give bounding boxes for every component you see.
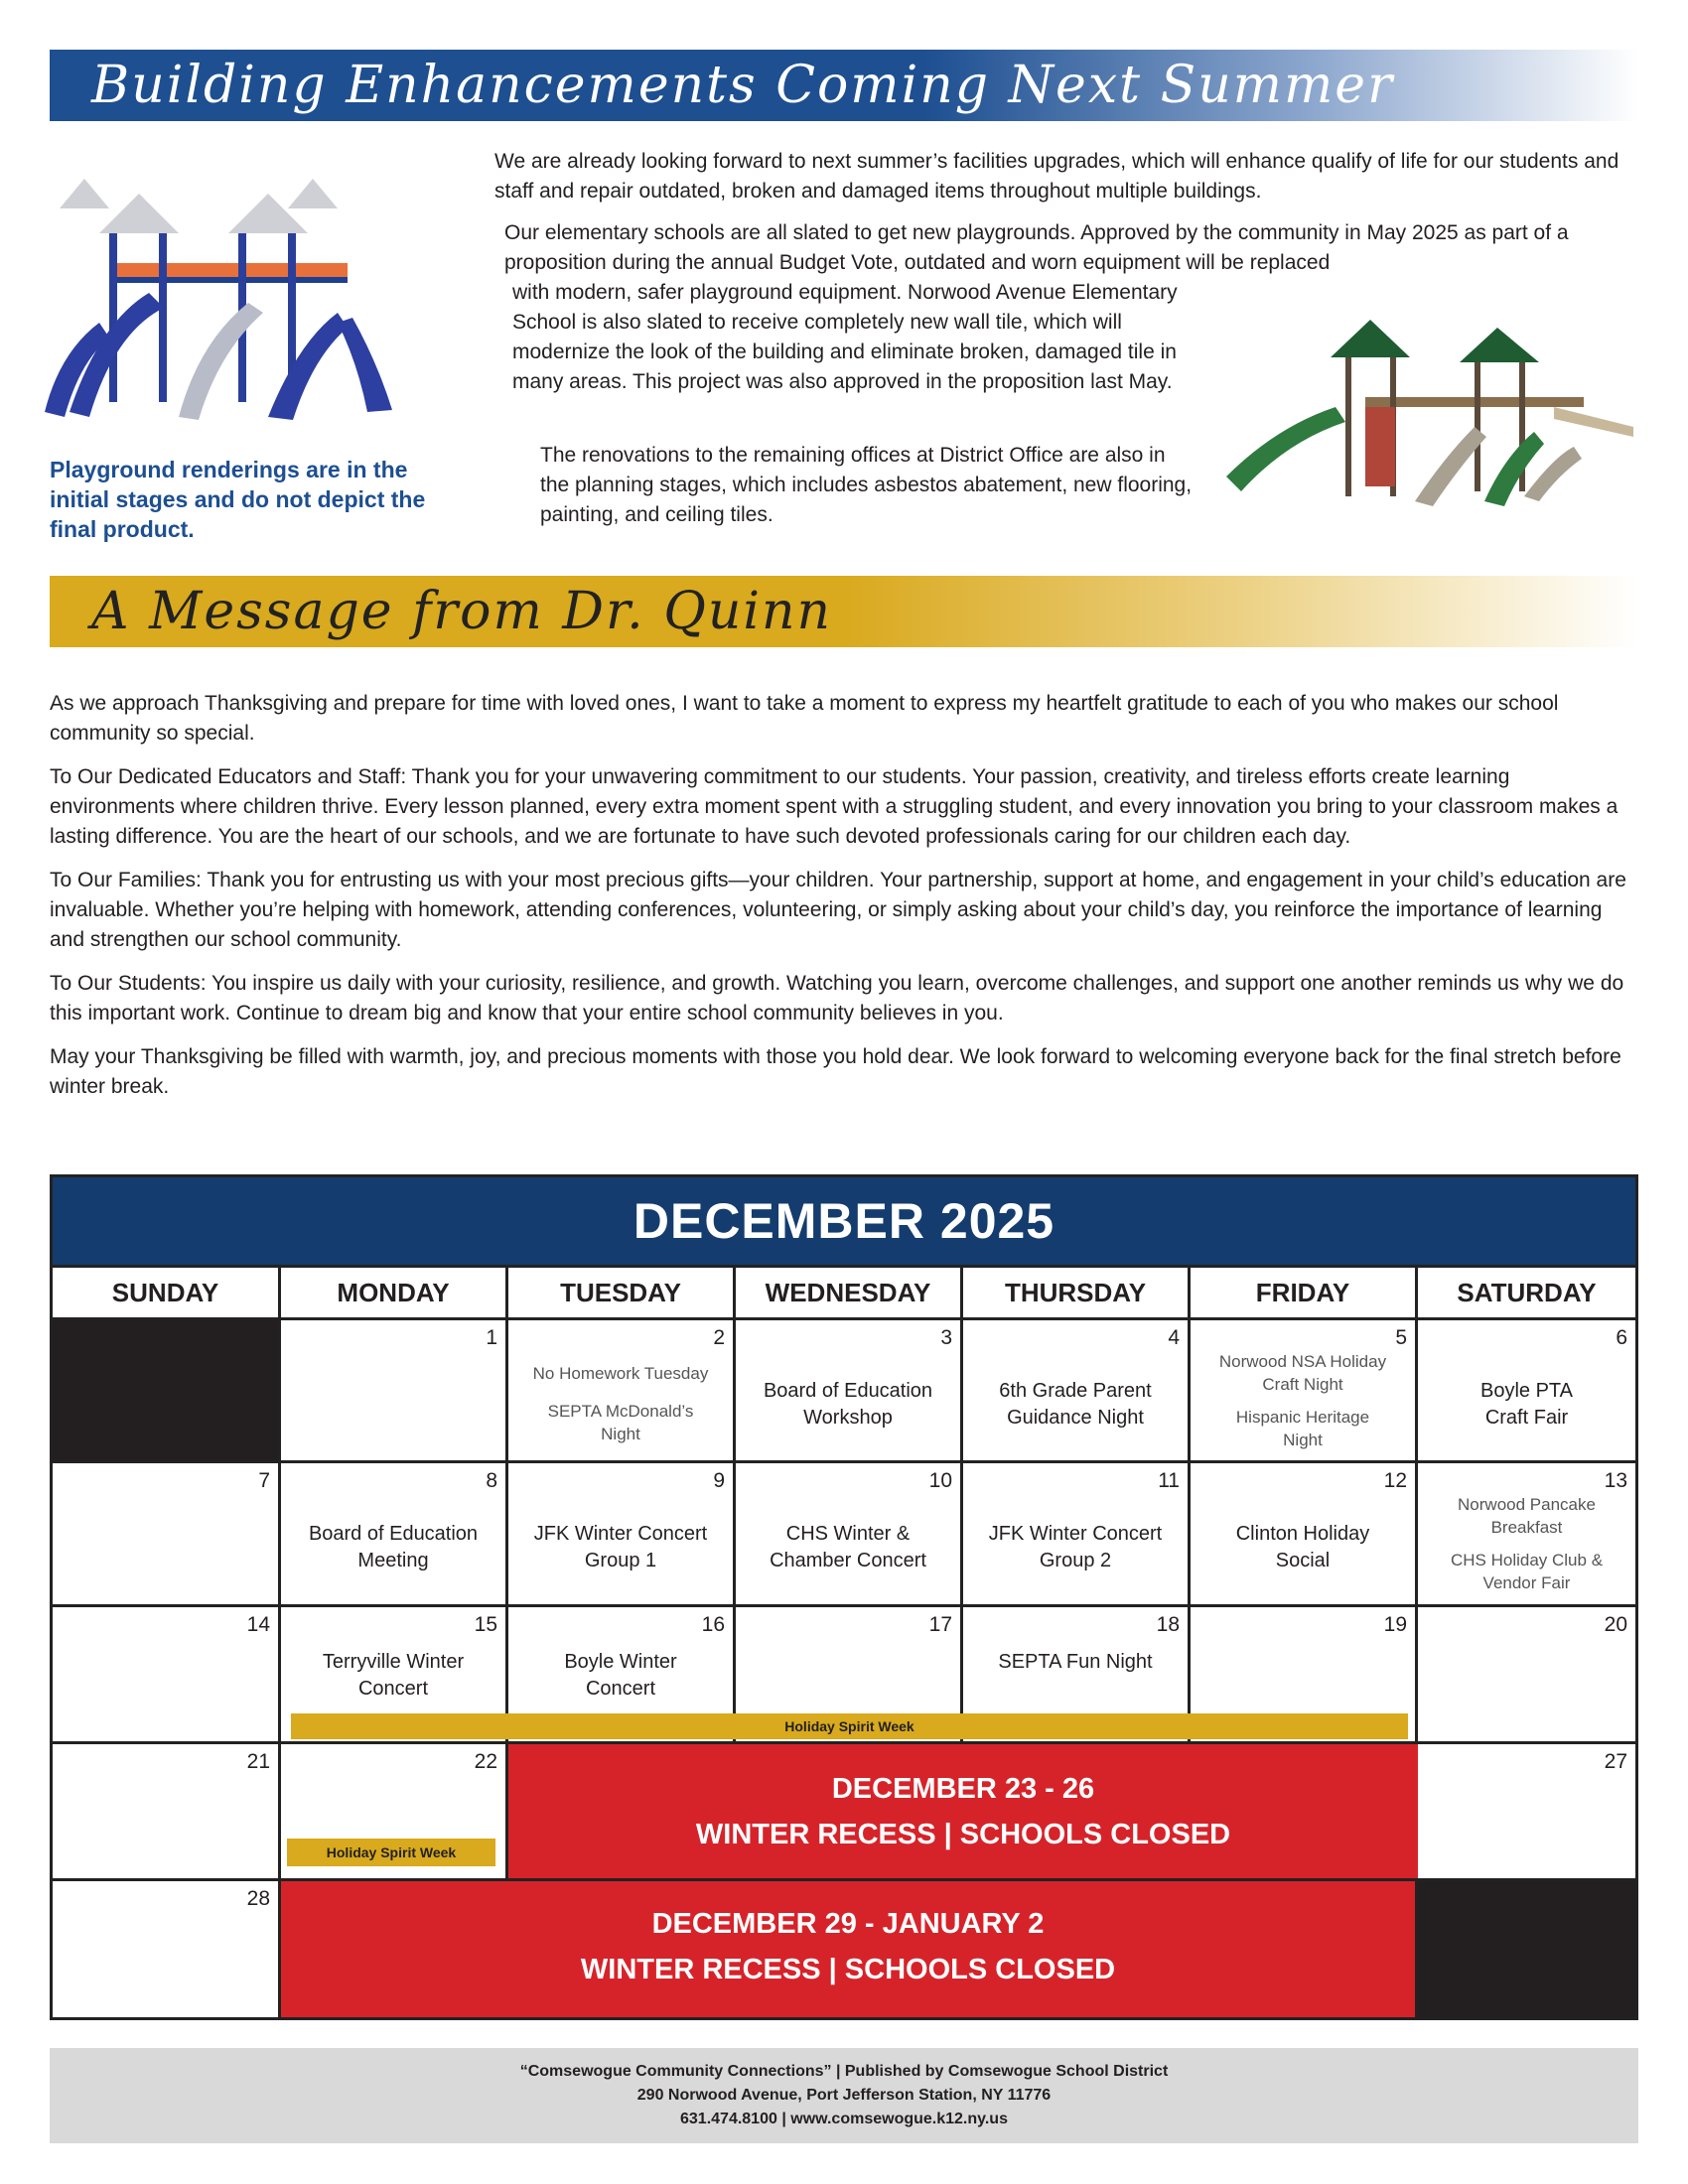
day-number: 4	[1168, 1326, 1180, 1349]
calendar-cell-14	[53, 1607, 281, 1744]
calendar-cell-empty	[1418, 1881, 1635, 2017]
calendar-cell-22	[281, 1744, 508, 1881]
day-number: 13	[1604, 1469, 1627, 1492]
event-boyle-pta-craft-fair: Boyle PTA Craft Fair	[1480, 1380, 1573, 1429]
december-calendar	[50, 1174, 1638, 2020]
message-banner	[50, 576, 1638, 647]
calendar-cell-1	[281, 1320, 508, 1463]
day-number: 11	[1158, 1469, 1180, 1492]
day-number: 16	[701, 1613, 725, 1636]
day-number: 1	[486, 1326, 497, 1349]
calendar-cell-20	[1418, 1607, 1635, 1744]
calendar-cell-2	[508, 1320, 736, 1463]
event-norwood-pancake-breakfast: Norwood Pancake Breakfast	[1458, 1495, 1596, 1537]
event-no-homework-tuesday: No Homework Tuesday	[532, 1364, 709, 1383]
holiday-spirit-week-bar: Holiday Spirit Week	[287, 1839, 495, 1866]
letter-paragraph: To Our Students: You inspire us daily with your curiosity, resilience, and growth. Watching you learn, overcome challenges, and support one another reminds us why we do this important work. Continue to dream big and know that your entire school community believes in you.	[50, 972, 1624, 1024]
calendar-cell-13	[1418, 1463, 1635, 1607]
day-number: 27	[1604, 1750, 1627, 1773]
event-chs-vendor-fair: CHS Holiday Club & Vendor Fair	[1450, 1551, 1604, 1592]
day-number: 12	[1383, 1469, 1407, 1492]
calendar-cell-10	[736, 1463, 963, 1607]
footer-contact: 631.474.8100 | www.comsewogue.k12.ny.us	[680, 2111, 1008, 2127]
day-number: 18	[1156, 1613, 1180, 1636]
event-boyle-concert: Boyle Winter Concert	[564, 1651, 677, 1700]
footer-address: 290 Norwood Avenue, Port Jefferson Station, NY 11776	[636, 2087, 1052, 2104]
recess-dates: DECEMBER 29 - JANUARY 2	[651, 1908, 1045, 1940]
event-hispanic-heritage-night: Hispanic Heritage Night	[1235, 1408, 1370, 1449]
calendar-cell-21	[53, 1744, 281, 1881]
calendar-cell-4	[963, 1320, 1191, 1463]
holiday-spirit-week-bar: Holiday Spirit Week	[291, 1713, 1408, 1739]
event-chs-winter-concert: CHS Winter & Chamber Concert	[770, 1523, 926, 1571]
event-terryville-concert: Terryville Winter Concert	[322, 1651, 465, 1700]
enhancements-paragraph-1: We are already looking forward to next summer’s facilities upgrades, which will enhance qualify of life for our students and staff and repair outdated, broken and damaged items throughout multiple buildings.	[494, 150, 1619, 203]
calendar-cell-5	[1191, 1320, 1418, 1463]
day-number: 15	[474, 1613, 497, 1636]
event-septa-fun-night: SEPTA Fun Night	[998, 1651, 1153, 1673]
winter-recess-banner-2	[281, 1881, 1418, 2017]
day-number: 14	[246, 1613, 270, 1636]
calendar-cell-8	[281, 1463, 508, 1607]
day-number: 8	[486, 1469, 497, 1492]
recess-label: WINTER RECESS | SCHOOLS CLOSED	[695, 1819, 1231, 1850]
day-number: 20	[1604, 1613, 1627, 1636]
day-number: 9	[713, 1469, 725, 1492]
letter-paragraph: May your Thanksgiving be filled with warmth, joy, and precious moments with those you hold dear. We look forward to welcoming everyone back for the final stretch before winter break.	[50, 1045, 1621, 1098]
playground-caption: Playground renderings are in the initial stages and do not depict the final product.	[50, 457, 426, 542]
event-septa-mcdonalds-night: SEPTA McDonald’s Night	[547, 1402, 694, 1443]
calendar-cell-12	[1191, 1463, 1418, 1607]
day-number: 28	[246, 1887, 270, 1910]
event-clinton-holiday-social: Clinton Holiday Social	[1235, 1523, 1370, 1571]
day-number: 5	[1395, 1326, 1407, 1349]
event-boe-workshop: Board of Education Workshop	[763, 1380, 933, 1429]
day-number: 21	[246, 1750, 270, 1773]
event-norwood-craft-night: Norwood NSA Holiday Craft Night	[1218, 1352, 1387, 1394]
calendar-cell-11	[963, 1463, 1191, 1607]
footer	[50, 2048, 1638, 2143]
event-jfk-concert-2: JFK Winter Concert Group 2	[988, 1523, 1163, 1571]
day-number: 2	[713, 1326, 725, 1349]
dow-tuesday: TUESDAY	[508, 1265, 736, 1320]
dow-monday: MONDAY	[281, 1265, 508, 1320]
event-boe-meeting: Board of Education Meeting	[308, 1523, 479, 1571]
calendar-cell-3	[736, 1320, 963, 1463]
enhancements-paragraph-3: The renovations to the remaining offices at District Office are also in the planning stages, which includes asbestos abatement, new flooring, painting, and ceiling tiles.	[540, 444, 1193, 526]
enhancements-paragraph-2b: with modern, safer playground equipment. Norwood Avenue Elementary School is also slated to receive completely new wall tile, which will modernize the look of the building and eliminate broken, damaged tile in many areas. This project was also approved in the proposition last May.	[512, 281, 1178, 393]
day-number: 3	[940, 1326, 952, 1349]
dow-friday: FRIDAY	[1191, 1265, 1418, 1320]
calendar-cell-9	[508, 1463, 736, 1607]
day-number: 22	[474, 1750, 497, 1773]
day-number: 17	[928, 1613, 952, 1636]
enhancements-paragraph-2a: Our elementary schools are all slated to get new playgrounds. Approved by the community in May 2025 as part of a proposition during the annual Budget Vote, outdated and worn equipment will be replaced	[504, 221, 1569, 274]
recess-dates: DECEMBER 23 - 26	[831, 1773, 1095, 1805]
day-number: 6	[1616, 1326, 1627, 1349]
calendar-cell-6	[1418, 1320, 1635, 1463]
dow-wednesday: WEDNESDAY	[736, 1265, 963, 1320]
dow-sunday: SUNDAY	[53, 1265, 281, 1320]
letter-paragraph: As we approach Thanksgiving and prepare for time with loved ones, I want to take a moment to express my heartfelt gratitude to each of you who makes our school community so special.	[50, 692, 1559, 745]
day-number: 7	[258, 1469, 270, 1492]
dow-thursday: THURSDAY	[963, 1265, 1191, 1320]
recess-label: WINTER RECESS | SCHOOLS CLOSED	[580, 1954, 1116, 1985]
calendar-cell-7	[53, 1463, 281, 1607]
calendar-title: DECEMBER 2025	[53, 1177, 1635, 1265]
green-playground-image	[1216, 308, 1643, 516]
building-enhancements-title: Building Enhancements Coming Next Summer	[91, 56, 1394, 115]
calendar-cell-empty	[53, 1320, 281, 1463]
footer-publication: “Comsewogue Community Connections” | Published by Comsewogue School District	[519, 2063, 1169, 2080]
event-parent-guidance-night: 6th Grade Parent Guidance Night	[999, 1380, 1152, 1429]
message-letter	[50, 689, 1638, 1116]
calendar-cell-28	[53, 1881, 281, 2017]
calendar-cell-27	[1418, 1744, 1635, 1881]
message-title: A Message from Dr. Quinn	[91, 582, 832, 641]
event-jfk-concert-1: JFK Winter Concert Group 1	[533, 1523, 708, 1571]
dow-saturday: SATURDAY	[1418, 1265, 1635, 1320]
building-enhancements-banner	[50, 50, 1638, 121]
letter-paragraph: To Our Families: Thank you for entrusting us with your most precious gifts—your children. Your partnership, support at home, and engagement in your child’s education are invaluable. Whether you’re helping with homework, attending conferences, volunteering, or simply asking about your child’s day, you reinforce the importance of learning and strengthen our school community.	[50, 869, 1626, 951]
winter-recess-banner-1	[508, 1744, 1418, 1881]
day-number: 19	[1383, 1613, 1407, 1636]
blue-playground-image	[40, 174, 457, 427]
day-number: 10	[928, 1469, 952, 1492]
letter-paragraph: To Our Dedicated Educators and Staff: Thank you for your unwavering commitment to our students. Your passion, creativity, and tireless efforts create learning environments where children thrive. Every lesson planned, every extra moment spent with a struggling student, and every innovation you bring to your classroom makes a lasting difference. You are the heart of our schools, and we are fortunate to have such devoted professionals caring for our children each day.	[50, 765, 1618, 848]
